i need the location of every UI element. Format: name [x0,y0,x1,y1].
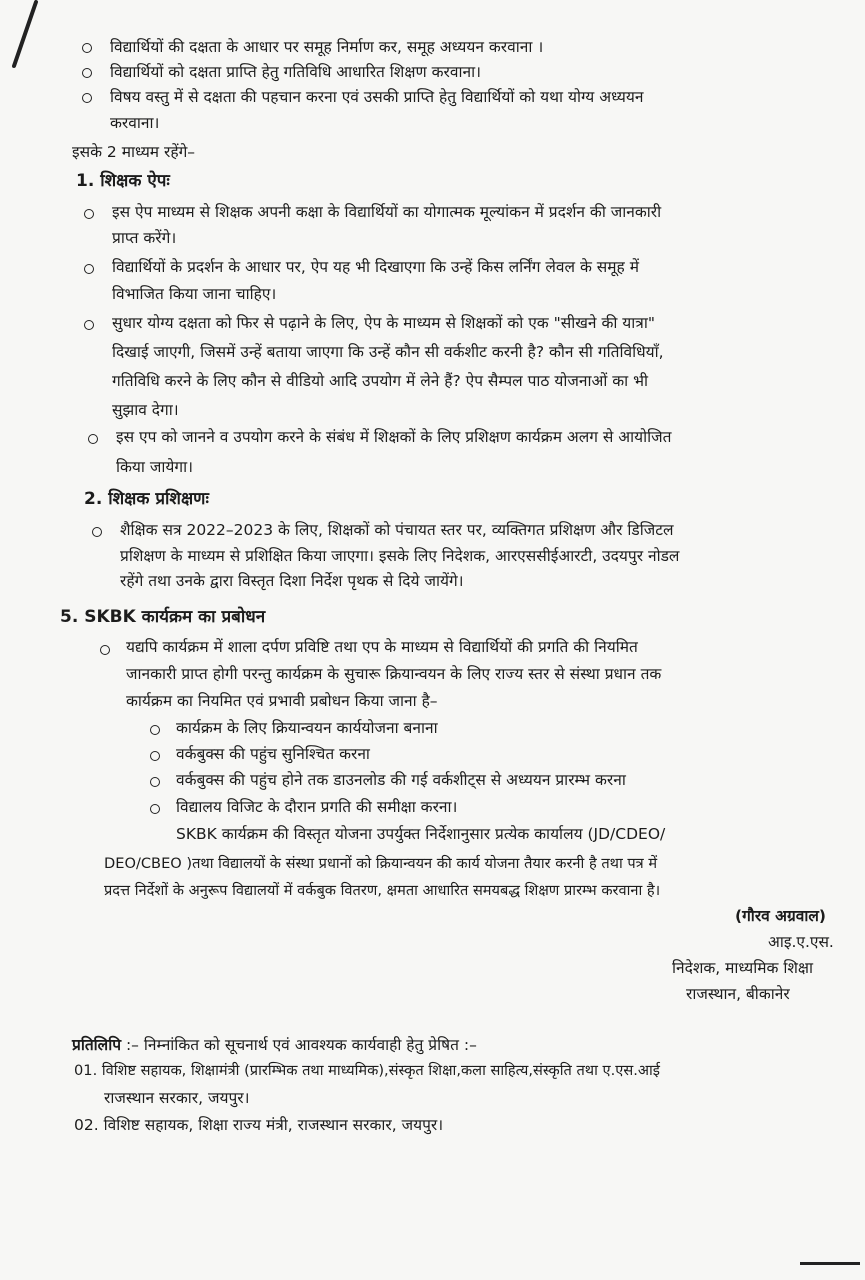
bullet-icon [150,725,160,735]
sec1-line: इस ऐप माध्यम से शिक्षक अपनी कक्षा के विद्यार्थियों का योगात्मक मूल्यांकन में प्रदर्शन की जानकारी [112,203,662,221]
pen-stroke-mark [6,0,40,70]
sec1-line: दिखाई जाएगी, जिसमें उन्हें बताया जाएगा कि उन्हें कौन सी वर्कशीट करनी है? कौन सी गतिविधियाँ, [112,343,664,361]
section-1-heading: 1. शिक्षक ऐपः [76,171,170,191]
bullet-icon [100,645,110,655]
bullet-icon [82,43,92,53]
section-5-heading: 5. SKBK कार्यक्रम का प्रबोधन [60,607,266,627]
sec5-subitem: वर्कबुक्स की पहुंच होने तक डाउनलोड की गई वर्कशीट्स से अध्ययन प्रारम्भ करना [176,771,626,789]
sec1-line: किया जायेगा। [116,458,193,476]
bullet-icon [150,777,160,787]
bullet-icon [150,804,160,814]
sec1-line: इस एप को जानने व उपयोग करने के संबंध में शिक्षकों के लिए प्रशिक्षण कार्यक्रम अलग से आयोजित [116,428,672,446]
top-bullet-3: विषय वस्तु में से दक्षता की पहचान करना एवं उसकी प्राप्ति हेतु विद्यार्थियों को यथा योग्य अध्ययन [110,88,644,106]
signatory-designation: निदेशक, माध्यमिक शिक्षा [672,959,814,977]
bullet-icon [82,68,92,78]
sec5-tail: प्रदत्त निर्देशों के अनुरूप विद्यालयों में वर्कबुक वितरण, क्षमता आधारित समयबद्ध शिक्षण प्रारम्भ करवाना है। [104,882,661,899]
copy-item: 02. विशिष्ट सहायक, शिक्षा राज्य मंत्री, राजस्थान सरकार, जयपुर। [74,1116,444,1134]
copy-item: 01. विशिष्ट सहायक, शिक्षामंत्री (प्रारम्भिक तथा माध्यमिक),संस्कृत शिक्षा,कला साहित्य,संस्कृति तथा ए.एस.आई [74,1062,660,1079]
sec2-line: रहेंगे तथा उनके द्वारा विस्तृत दिशा निर्देश पृथक से दिये जायेंगे। [120,572,464,590]
signatory-location: राजस्थान, बीकानेर [686,985,790,1003]
bottom-edge-mark [800,1262,860,1265]
top-bullet-1: विद्यार्थियों की दक्षता के आधार पर समूह निर्माण कर, समूह अध्ययन करवाना । [110,38,544,56]
section-2-heading: 2. शिक्षक प्रशिक्षणः [84,489,209,509]
sec5-line: जानकारी प्राप्त होगी परन्तु कार्यक्रम के सुचारू क्रियान्वयन के लिए राज्य स्तर से संस्था प्रधान तक [126,665,662,683]
bullet-icon [92,527,102,537]
sec1-line: विभाजित किया जाना चाहिए। [112,285,277,303]
bullet-icon [88,434,98,444]
sec1-line: सुधार योग्य दक्षता को फिर से पढ़ाने के लिए, ऐप के माध्यम से शिक्षकों को एक "सीखने की यात्रा" [112,314,656,332]
sec5-tail: DEO/CBEO )तथा विद्यालयों के संस्था प्रधानों को क्रियान्वयन की कार्य योजना तैयार करनी है तथा पत्र में [104,855,658,872]
sec5-line: कार्यक्रम का नियमित एवं प्रभावी प्रबोधन किया जाना है– [126,692,438,710]
sec1-line: सुझाव देगा। [112,401,179,419]
top-bullet-2: विद्यार्थियों को दक्षता प्राप्ति हेतु गतिविधि आधारित शिक्षण करवाना। [110,63,481,81]
bullet-icon [84,320,94,330]
bullet-icon [84,264,94,274]
sec5-subitem: कार्यक्रम के लिए क्रियान्वयन कार्ययोजना बनाना [176,719,438,737]
sec5-line: यद्यपि कार्यक्रम में शाला दर्पण प्रविष्टि तथा एप के माध्यम से विद्यार्थियों की प्रगति की नियमित [126,638,638,656]
copy-item-cont: राजस्थान सरकार, जयपुर। [104,1089,250,1107]
copy-to-label: प्रतिलिपि [72,1036,122,1054]
sec1-line: विद्यार्थियों के प्रदर्शन के आधार पर, ऐप यह भी दिखाएगा कि उन्हें किस लर्निंग लेवल के समूह में [112,258,639,276]
sec5-subitem: वर्कबुक्स की पहुंच सुनिश्चित करना [176,745,370,763]
top-bullet-3-cont: करवाना। [110,114,160,132]
sec5-tail: SKBK कार्यक्रम की विस्तृत योजना उपर्युक्त निर्देशानुसार प्रत्येक कार्यालय (JD/CDEO/ [176,825,666,843]
bullet-icon [84,209,94,219]
sec2-line: प्रशिक्षण के माध्यम से प्रशिक्षित किया जाएगा। इसके लिए निदेशक, आरएससीईआरटी, उदयपुर नोडल [120,547,680,565]
intro-line: इसके 2 माध्यम रहेंगे– [72,143,196,161]
copy-to-intro: :– निम्नांकित को सूचनार्थ एवं आवश्यक कार्यवाही हेतु प्रेषित :– [125,1036,477,1054]
bullet-icon [82,93,92,103]
sec1-line: प्राप्त करेंगे। [112,229,177,247]
bullet-icon [150,751,160,761]
sec5-subitem: विद्यालय विजिट के दौरान प्रगति की समीक्षा करना। [176,798,458,816]
signatory-title: आइ.ए.एस. [768,933,834,951]
sec2-line: शैक्षिक सत्र 2022–2023 के लिए, शिक्षकों को पंचायत स्तर पर, व्यक्तिगत प्रशिक्षण और डिजिटल [120,521,674,539]
sec1-line: गतिविधि करने के लिए कौन से वीडियो आदि उपयोग में लेने हैं? ऐप सैम्पल पाठ योजनाओं का भी [112,372,648,390]
signatory-name: (गौरव अग्रवाल) [735,907,826,925]
copy-to-line [72,1034,477,1056]
